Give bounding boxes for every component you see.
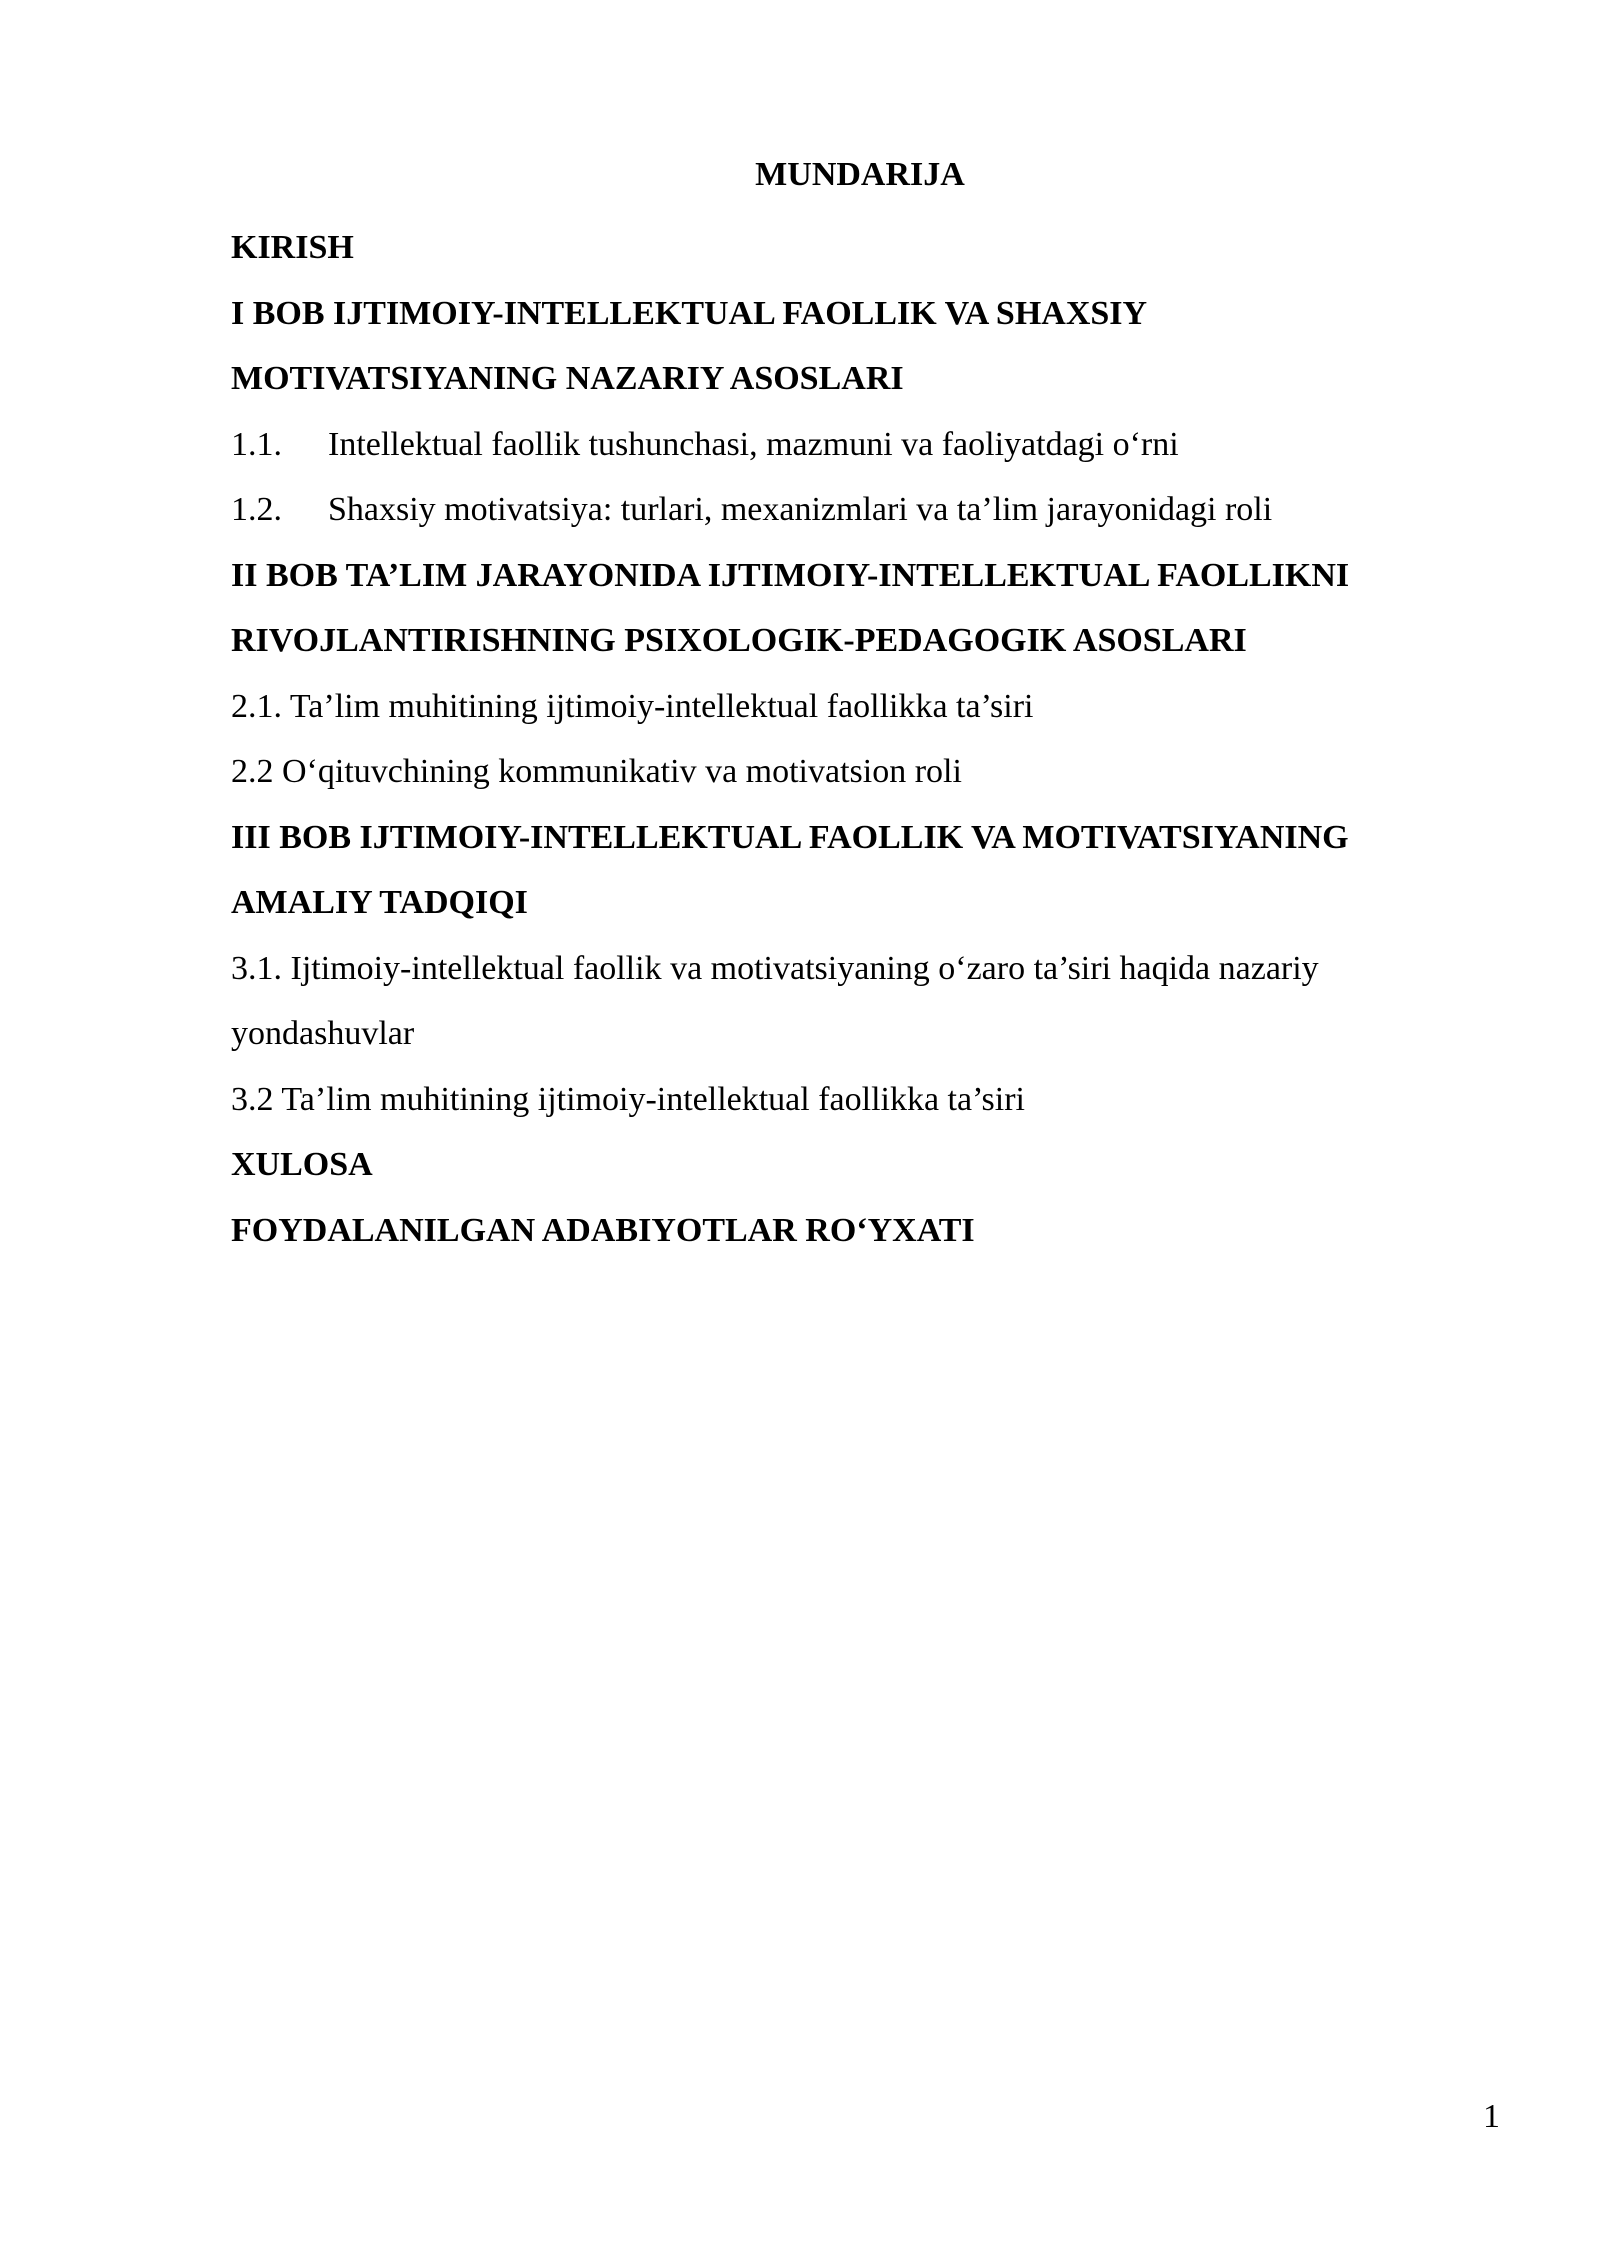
toc-line-text: FOYDALANILGAN ADABIYOTLAR RO‘YXATI	[231, 1211, 975, 1249]
toc-line-number: 1.2.	[231, 491, 282, 528]
toc-line-text: II BOB TA’LIM JARAYONIDA IJTIMOIY-INTELLEKTUAL FAOLLIKNI	[231, 556, 1350, 594]
page-number: 1	[1483, 2098, 1500, 2135]
toc-line	[231, 936, 1491, 1002]
toc-line-text: yondashuvlar	[231, 1015, 415, 1052]
toc-line	[231, 215, 1491, 281]
toc-line-text: AMALIY TADQIQI	[231, 884, 528, 921]
toc-line-text: MOTIVATSIYANING NAZARIY ASOSLARI	[231, 360, 904, 397]
toc-line	[231, 477, 1491, 543]
toc-line-text: I BOB IJTIMOIY-INTELLEKTUAL FAOLLIK VA SHAXSIY	[231, 294, 1148, 332]
toc-line-text: RIVOJLANTIRISHNING PSIXOLOGIK-PEDAGOGIK ASOSLARI	[231, 622, 1247, 659]
toc-line-text: 2.1. Ta’lim muhitining ijtimoiy-intellektual faollikka ta’siri	[231, 687, 1034, 725]
toc-line-text: 2.2 O‘qituvchining kommunikativ va motivatsion roli	[231, 753, 962, 790]
toc-line	[231, 1198, 1491, 1264]
toc-line	[231, 281, 1491, 347]
toc-line	[231, 870, 1491, 936]
toc-line	[231, 674, 1491, 740]
toc-line-number: 1.1.	[231, 425, 282, 463]
toc-line	[231, 1132, 1491, 1198]
toc-line	[231, 608, 1491, 674]
table-of-contents	[231, 215, 1491, 1263]
toc-line-text: III BOB IJTIMOIY-INTELLEKTUAL FAOLLIK VA MOTIVATSIYANING	[231, 818, 1349, 856]
page-title: MUNDARIJA	[755, 156, 965, 193]
toc-line	[231, 739, 1491, 805]
toc-line-text: KIRISH	[231, 229, 354, 266]
toc-line	[231, 1067, 1491, 1133]
toc-line-text: Shaxsiy motivatsiya: turlari, mexanizmlari va ta’lim jarayonidagi roli	[328, 491, 1273, 528]
toc-line-text: Intellektual faollik tushunchasi, mazmuni va faoliyatdagi o‘rni	[328, 425, 1179, 463]
toc-line	[231, 1001, 1491, 1067]
toc-line-text: XULOSA	[231, 1146, 373, 1183]
toc-line	[231, 346, 1491, 412]
toc-line	[231, 805, 1491, 871]
toc-line-text: 3.1. Ijtimoiy-intellektual faollik va motivatsiyaning o‘zaro ta’siri haqida nazariy	[231, 949, 1319, 987]
toc-line	[231, 543, 1491, 609]
toc-line-text: 3.2 Ta’lim muhitining ijtimoiy-intellektual faollikka ta’siri	[231, 1080, 1025, 1118]
toc-line	[231, 412, 1491, 478]
